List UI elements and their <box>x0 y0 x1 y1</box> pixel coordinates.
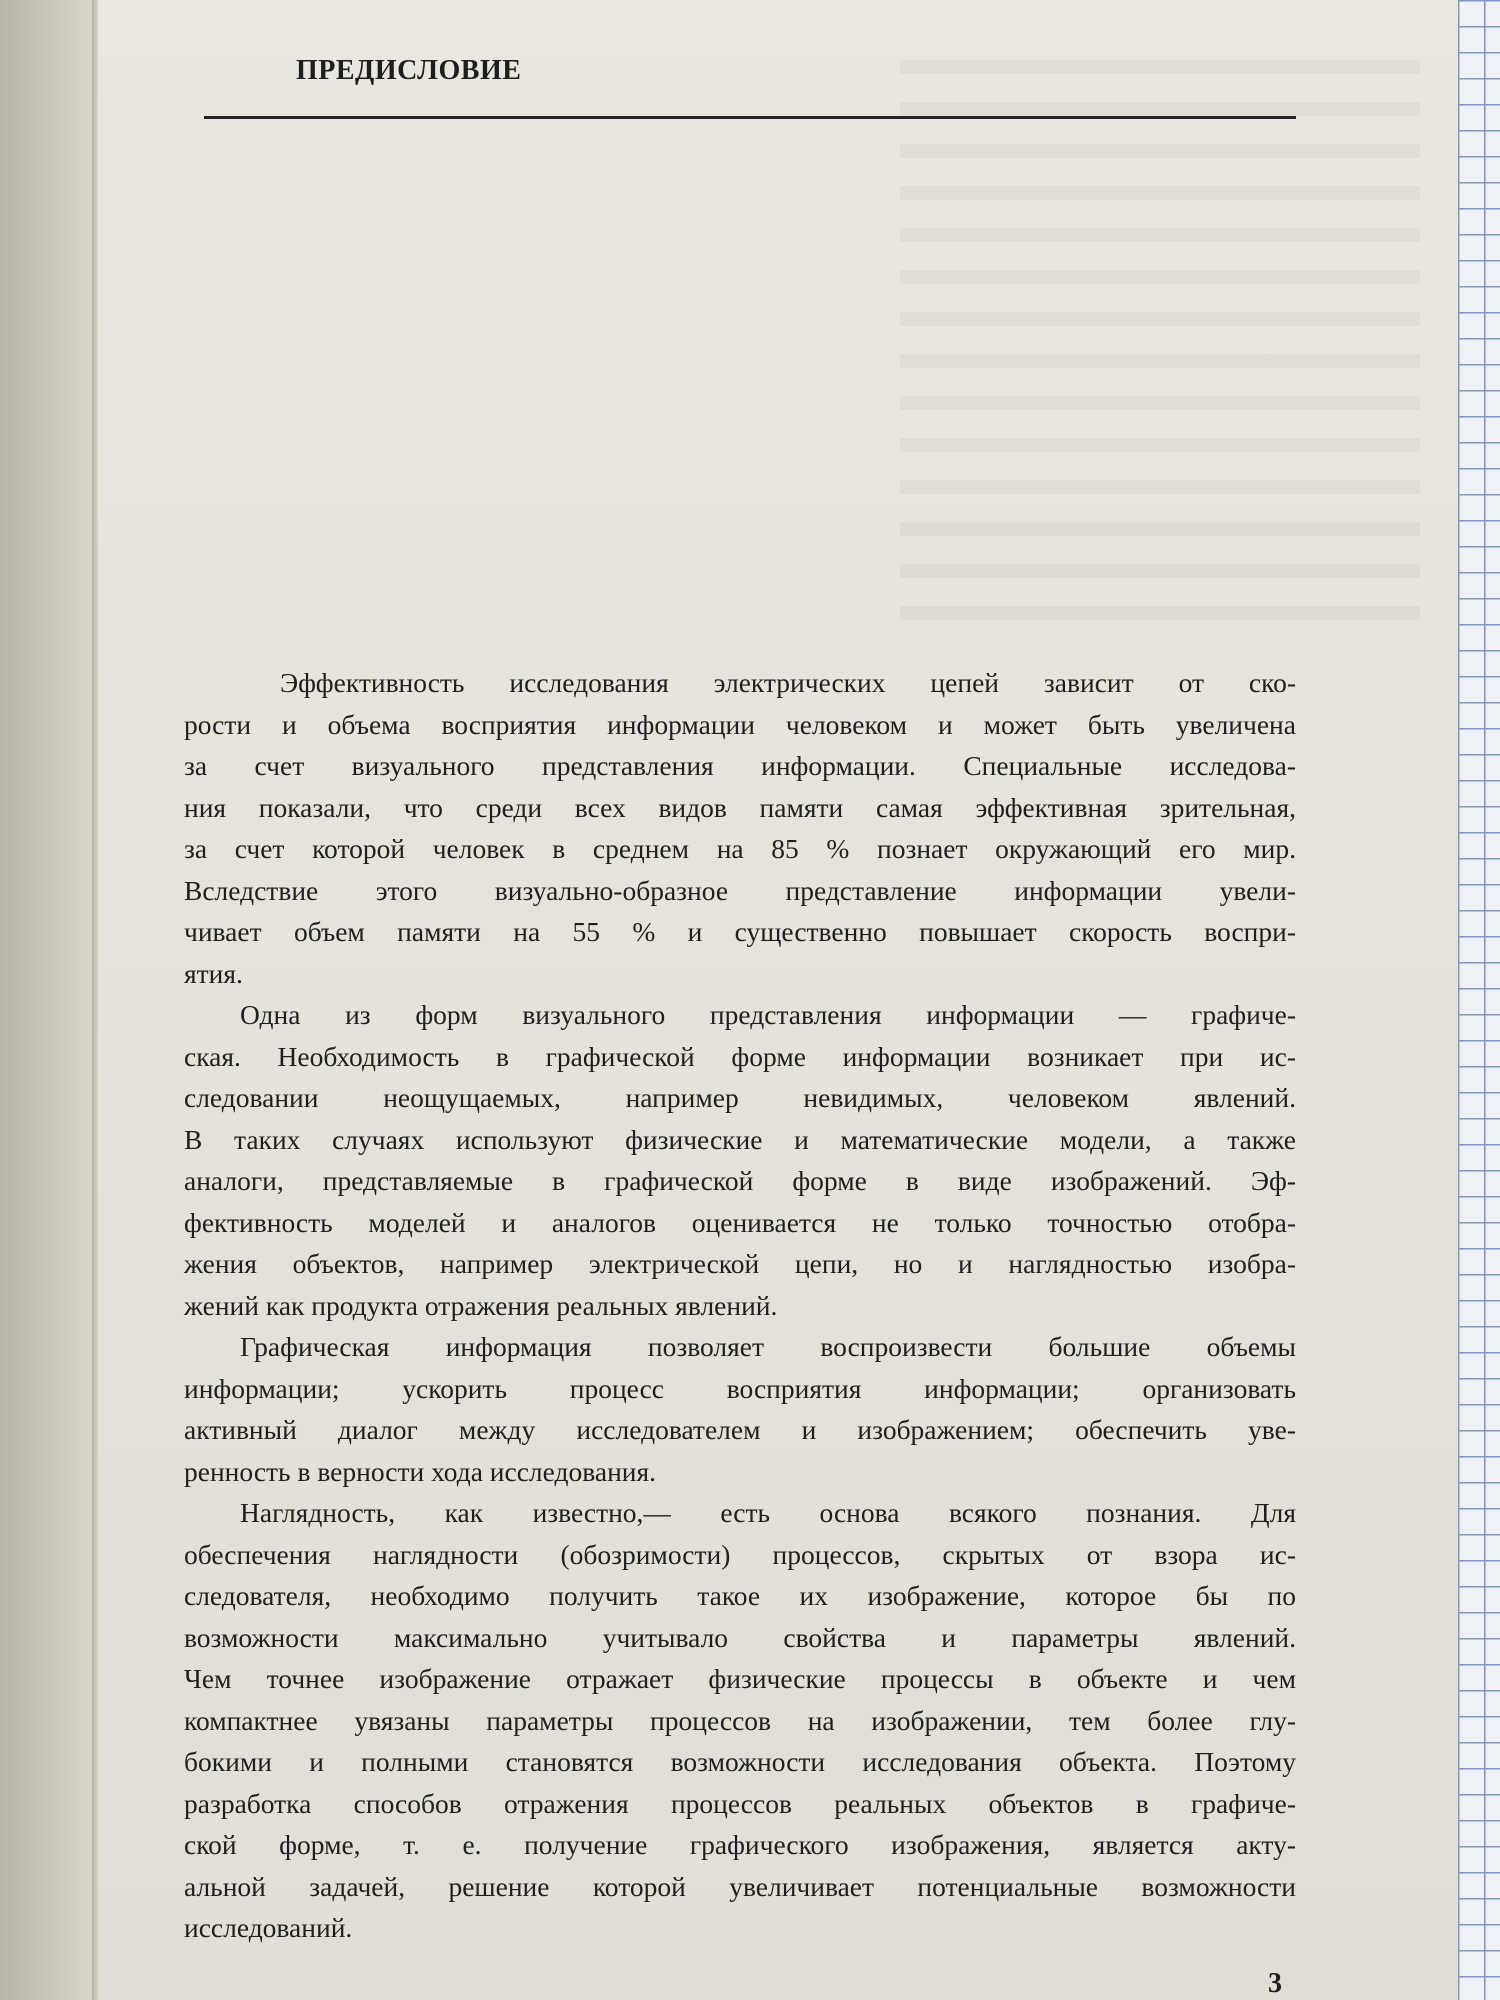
preface-body <box>184 662 1296 1949</box>
text-line: информации; ускорить процесс восприятия информации; организовать <box>184 1372 1296 1404</box>
text-line: ятия. <box>184 957 243 989</box>
text-line: жений как продукта отражения реальных явлений. <box>184 1289 778 1321</box>
text-line: Чем точнее изображение отражает физические процессы в объекте и чем <box>184 1663 1296 1694</box>
text-line: ния показали, что среди всех видов памяти самая эффективная зрительная, <box>184 791 1296 823</box>
text-line: жения объектов, например электрической цепи, но и наглядностью изобра- <box>184 1248 1296 1279</box>
heading-rule <box>204 116 1296 119</box>
text-line: бокими и полными становятся возможности исследования объекта. Поэтому <box>184 1746 1296 1777</box>
text-line: аналоги, представляемые в графической форме в виде изображений. Эф- <box>184 1165 1296 1196</box>
text-line: активный диалог между исследователем и изображением; обеспечить уве- <box>184 1414 1296 1445</box>
text-line: ренность в верности хода исследования. <box>184 1455 657 1487</box>
text-line: рости и объема восприятия информации человеком и может быть увеличена <box>184 708 1296 740</box>
text-line: Одна из форм визуального представления информации — графиче- <box>240 999 1296 1030</box>
paragraph-1 <box>184 662 1296 994</box>
text-line: исследований. <box>184 1912 353 1943</box>
text-line: Наглядность, как известно,— есть основа всякого познания. Для <box>240 1497 1296 1528</box>
text-line: за счет которой человек в среднем на 85 % познает окружающий его мир. <box>184 833 1296 864</box>
text-line: ской форме, т. е. получение графического изображения, является акту- <box>184 1829 1296 1860</box>
text-line: следователя, необходимо получить такое их изображение, которое бы по <box>184 1580 1296 1611</box>
text-line: возможности максимально учитывало свойства и параметры явлений. <box>184 1621 1296 1653</box>
text-line: Вследствие этого визуально-образное представление информации увели- <box>184 874 1296 906</box>
text-line: альной задачей, решение которой увеличивает потенциальные возможности <box>184 1870 1296 1902</box>
grid-paper-strip <box>1458 0 1500 2000</box>
text-line: следовании неощущаемых, например невидимых, человеком явлений. <box>184 1082 1296 1113</box>
text-line: компактнее увязаны параметры процессов на изображении, тем более глу- <box>184 1704 1296 1736</box>
text-line: за счет визуального представления информации. Специальные исследова- <box>184 750 1296 781</box>
paragraph-3 <box>184 1326 1296 1492</box>
text-line: Эффективность исследования электрических цепей зависит от ско- <box>280 667 1296 698</box>
paragraph-4 <box>184 1492 1296 1949</box>
text-line: обеспечения наглядности (обозримости) процессов, скрытых от взора ис- <box>184 1538 1296 1570</box>
page-number: 3 <box>1268 1968 1282 1999</box>
text-line: ская. Необходимость в графической форме информации возникает при ис- <box>184 1040 1296 1072</box>
text-line: Графическая информация позволяет воспроизвести большие объемы <box>240 1331 1296 1362</box>
paragraph-2 <box>184 994 1296 1326</box>
text-line: чивает объем памяти на 55 % и существенно повышает скорость воспри- <box>184 916 1296 947</box>
book-gutter-shadow <box>92 0 98 2000</box>
text-line: разработка способов отражения процессов реальных объектов в графиче- <box>184 1787 1296 1819</box>
text-line: В таких случаях используют физические и математические модели, а также <box>184 1123 1296 1155</box>
text-line: фективность моделей и аналогов оценивается не только точностью отобра- <box>184 1206 1296 1238</box>
page-heading: ПРЕДИСЛОВИЕ <box>296 55 522 86</box>
show-through-text <box>900 60 1420 640</box>
